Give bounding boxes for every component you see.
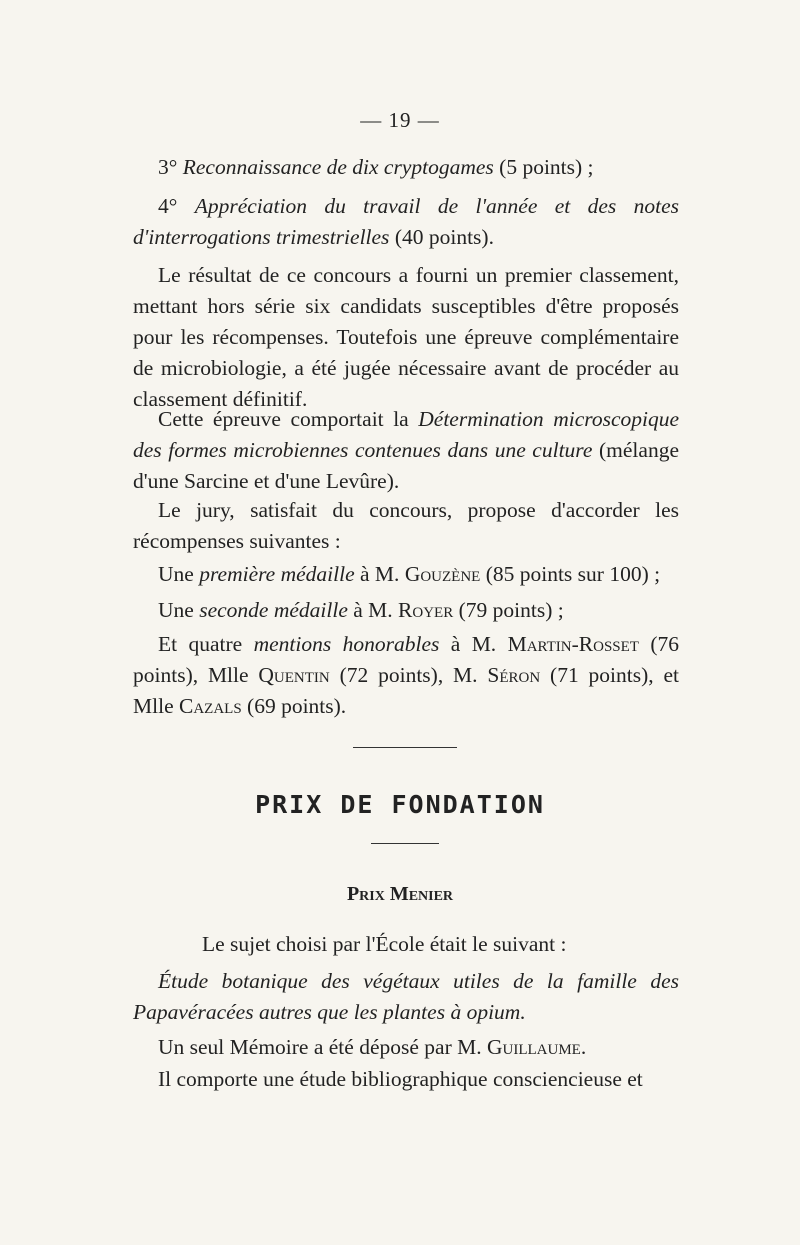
award-2-to: à M. (353, 598, 393, 622)
award-3-prefix: Et quatre (158, 632, 243, 656)
heading-underline (371, 843, 439, 844)
award-3-points-2: (72 points), M. (339, 663, 478, 687)
award-3-points-4: (69 points). (247, 694, 347, 718)
award-1-title: première médaille (199, 562, 355, 586)
paragraph-last: Il comporte une étude bibliographique consciencieuse et (158, 1067, 643, 1091)
paragraph-jury: Le jury, satisfait du concours, propose d'accorder les récompenses suivantes : (133, 498, 679, 553)
award-3-name-4: Cazals (178, 694, 242, 718)
award-3-points-1: (76 points), Mlle (133, 632, 680, 687)
award-1-name: Gouzène (404, 562, 481, 586)
award-2-name: Royer (398, 598, 454, 622)
award-1-points: (85 points sur 100) ; (485, 562, 661, 586)
paragraph-sujet: Le sujet choisi par l'École était le suivant : (202, 932, 567, 956)
epreuve-before: Cette épreuve comportait la (158, 407, 409, 431)
award-first-medal (133, 559, 679, 590)
award-3-to: à M. (450, 632, 497, 656)
prize-subheading: Prix Menier (346, 883, 454, 905)
epreuve-after: (mélange d'une Sarcine et d'une Levûre). (133, 438, 679, 493)
item-4 (133, 191, 679, 253)
section-heading: PRIX DE FONDATION (255, 790, 545, 819)
award-honorable-mentions (133, 629, 679, 722)
award-3-title: mentions honorables (253, 632, 440, 656)
separator-rule (353, 747, 457, 748)
award-2-prefix: Une (158, 598, 194, 622)
item-4-points: (40 points). (394, 225, 494, 249)
item-3-points: (5 points) ; (499, 155, 594, 179)
memoire-name: Guillaume (486, 1035, 581, 1059)
award-2-points: (79 points) ; (458, 598, 564, 622)
award-3-name-2: Quentin (258, 663, 330, 687)
award-3-name-1: Martin-Rosset (507, 632, 639, 656)
item-3 (133, 152, 679, 183)
item-4-title: Appréciation du travail de l'année et des notes d'interrogations trimestrielles (133, 194, 679, 249)
memoire-text: Un seul Mémoire a été déposé par M. (158, 1035, 482, 1059)
sujet-title (133, 966, 679, 1028)
page-number: — 19 — (360, 108, 440, 132)
award-1-prefix: Une (158, 562, 194, 586)
paragraph-result: Le résultat de ce concours a fourni un premier classement, mettant hors série six candidats susceptibles d'être proposés pour les récompenses. Toutefois une épreuve complémentaire de microbiologie, a été jugée nécessaire avant de procéder au classement définitif. (133, 263, 679, 411)
item-3-title: Reconnaissance de dix cryptogames (182, 155, 494, 179)
award-2-title: seconde médaille (199, 598, 348, 622)
award-second-medal (133, 595, 679, 626)
paragraph-epreuve (133, 404, 679, 497)
memoire-end: . (580, 1035, 587, 1059)
award-1-to: à M. (360, 562, 400, 586)
item-4-number: 4° (158, 194, 178, 218)
paragraph-memoire (133, 1032, 679, 1063)
sujet-title-text: Étude botanique des végétaux utiles de la famille des Papavéracées autres que les plantes à opium. (133, 969, 679, 1024)
award-3-points-3: (71 points), et Mlle (133, 663, 679, 718)
epreuve-title: Détermination microscopique des formes microbiennes contenues dans une culture (133, 407, 679, 462)
item-3-number: 3° (158, 155, 178, 179)
award-3-name-3: Séron (487, 663, 541, 687)
